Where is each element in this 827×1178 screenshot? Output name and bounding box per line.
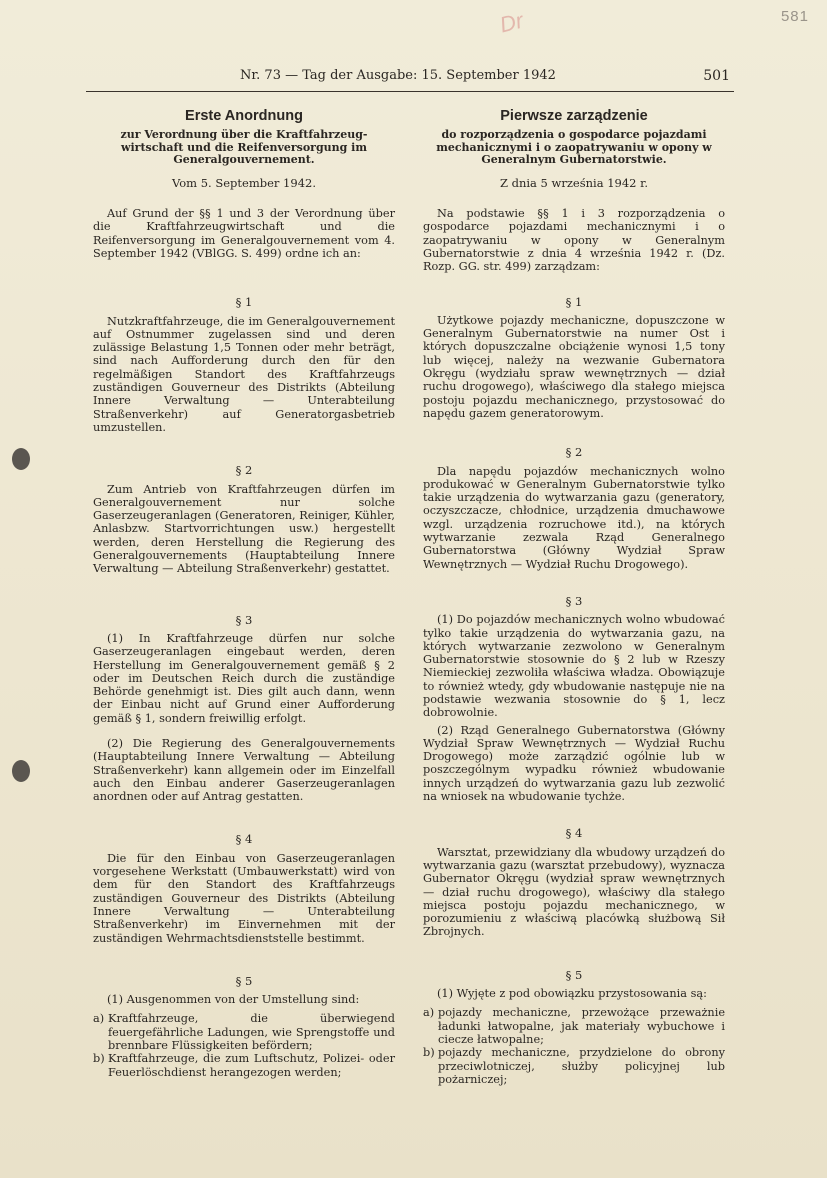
list-text: pojazdy mechaniczne, przewożące przeważnie ładunki łatwopalne, jak materiały wybuchowe i ciecze łatwopalne; [438,1006,725,1046]
polish-list-item-b [423,1046,725,1086]
german-column [93,110,395,1079]
german-section-2: Zum Antrieb von Kraftfahrzeugen dürfen im Generalgouvernement nur solche Gaserzeugeranlagen (Generatoren, Reiniger, Kühler, Anlasbzw. Startvorrichtungen usw.) hergestellt werden, deren Herstellung die Regierung des Generalgouvernements (Hauptabteilung Innere Verwaltung — Abteilung Straßenverkehr) gestattet. [93,482,395,576]
polish-section-4: Warsztat, przewidziany dla wbudowy urządzeń do wytwarzania gazu (warsztat przebudowy), wyznacza Gubernator Okręgu (wydział spraw wewnętrznych — dział ruchu drogowego), właściwy dla stałego miejsca postoju pojazdu mechanicznego, w porozumieniu z właściwą placówką służbową Sił Zbrojnych. [423,845,725,939]
polish-date: Z dnia 5 września 1942 r. [499,175,649,190]
polish-section-3-para-2: (2) Rząd Generalnego Gubernatorstwa (Główny Wydział Spraw Wewnętrznych — Wydział Ruchu Drogowego) może zarządzić ogólnie lub w poszczególnym wypadku również wbudowanie innych urządzeń do wytwarzania gazu lub zezwolić na wniosek na wbudowanie tychże. [423,723,725,804]
german-section-3-heading: § 3 [235,612,253,627]
polish-subtitle: do rozporządzenia o gospodarce pojazdami mechanicznymi i o zaopatrywaniu w opony w Generalnym Gubernatorstwie. [436,128,712,167]
list-text: Kraftfahrzeuge, die zum Luftschutz, Polizei- oder Feuerlöschdienst herangezogen werden; [108,1052,395,1079]
list-label: b) [423,1046,435,1060]
german-section-3-para-1: (1) In Kraftfahrzeuge dürfen nur solche Gaserzeugeranlagen eingebaut werden, deren Herstellung im Generalgouvernement gemäß § 2 oder im Deutschen Reich durch die zuständige Behörde genehmigt ist. Dies gilt auch dann, wenn der Einbau nicht auf Grund einer Aufforderung gemäß § 1, sondern freiwillig erfolgt. [93,631,395,725]
german-section-4-heading: § 4 [235,832,253,847]
polish-title: Pierwsze zarządzenie [500,108,648,124]
german-section-1-heading: § 1 [235,295,253,310]
polish-preamble: Na podstawie §§ 1 i 3 rozporządzenia o gospodarce pojazdami mechanicznymi i o zaopatrywaniu w opony w Generalnym Gubernatorstwie z dnia 4 września 1942 r. (Dz. Rozp. GG. str. 499) zarządzam: [423,207,725,274]
german-list-item-b [93,1052,395,1079]
polish-section-1: Użytkowe pojazdy mechaniczne, dopuszczone w Generalnym Gubernatorstwie na numer Ost i których dopuszczalne obciążenie wynosi 1,5 tony lub więcej, należy na wezwanie Gubernatora Okręgu (wydziału spraw wewnętrznych — dział ruchu drogowego), właściwego dla stałego miejsca postoju pojazdu mechanicznego, przystosować do napędu gazem generatorowym. [423,313,725,420]
issue-line: Nr. 73 — Tag der Ausgabe: 15. September 1942 [240,68,556,83]
german-subtitle: zur Verordnung über die Kraftfahrzeug-wirtschaft und die Reifenversorgung im Generalgouvernement. [120,128,368,167]
polish-section-3-heading: § 3 [565,593,583,608]
punch-hole-icon [12,760,30,782]
german-section-1: Nutzkraftfahrzeuge, die im Generalgouvernement auf Ostnummer zugelassen sind und deren zulässige Belastung 1,5 Tonnen oder mehr beträgt, sind nach Aufforderung durch den für den regelmäßigen Standort des Kraftfahrzeugs zuständigen Gouverneur des Distrikts (Abteilung Innere Verwaltung — Unterabteilung Straßenverkehr) auf Generatorgasbetrieb umzustellen. [93,314,395,434]
punch-hole-icon [12,448,30,470]
polish-section-4-heading: § 4 [565,826,583,841]
polish-section-3-para-1: (1) Do pojazdów mechanicznych wolno wbudować tylko takie urządzenia do wytwarzania gazu, na których wytwarzanie zezwolono w Generalnym Gubernatorstwie stosownie do § 2 lub w Rzeszy Niemieckiej zezwoliła właściwa władza. Obowiązuje to również wtedy, gdy wbudowanie następuje nie na podstawie wezwania stosownie do § 1, lecz dobrowolnie. [423,613,725,720]
german-title: Erste Anordnung [185,108,303,124]
archive-number: 581 [780,8,809,25]
list-text: Kraftfahrzeuge, die überwiegend feuergefährliche Ladungen, wie Sprengstoffe und brennbare Flüssigkeiten befördern; [108,1012,395,1053]
german-section-3-para-2: (2) Die Regierung des Generalgouvernements (Hauptabteilung Innere Verwaltung — Abteilung Straßenverkehr) kann allgemein oder im Einzelfall auch den Einbau anderer Gaserzeugeranlagen anordnen oder auf Antrag gestatten. [93,737,395,804]
german-preamble: Auf Grund der §§ 1 und 3 der Verordnung über die Kraftfahrzeugwirtschaft und die Reifenversorgung im Generalgouvernement vom 4. September 1942 (VBlGG. S. 499) ordne ich an: [93,207,395,260]
polish-section-2-heading: § 2 [565,445,583,460]
page-number: 501 [703,68,730,84]
list-text: pojazdy mechaniczne, przydzielone do obrony przeciwlotniczej, służby policyjnej lub pożarniczej; [438,1046,725,1086]
german-section-4: Die für den Einbau von Gaserzeugeranlagen vorgesehene Werkstatt (Umbauwerkstatt) wird von dem für den Standort des Kraftfahrzeugs zuständigen Gouverneur des Distrikts (Abteilung Innere Verwaltung — Unterabteilung Straßenverkehr) im Einvernehmen mit der zuständigen Wehrmachtsdienststelle bestimmt. [93,851,395,945]
polish-section-5-heading: § 5 [565,967,583,982]
german-section-5-heading: § 5 [235,973,253,988]
german-section-2-heading: § 2 [235,463,253,478]
list-label: a) [423,1006,435,1020]
polish-column [423,110,725,1086]
polish-section-2: Dla napędu pojazdów mechanicznych wolno produkować w Generalnym Gubernatorstwie tylko takie urządzenia do wytwarzania gazu (generatory, oczyszczacze, chłodnice, urządzenia dmuchawowe wzgl. urządzenia rozruchowe itd.), na których wytwarzanie zezwala Rząd Generalnego Gubernatorstwa (Główny Wydział Spraw Wewnętrznych — Wydział Ruchu Drogowego). [423,464,725,571]
german-date: Vom 5. September 1942. [172,175,316,190]
polish-list-item-a [423,1006,725,1046]
polish-section-1-heading: § 1 [565,294,583,309]
list-label: a) [93,1012,105,1026]
list-label: b) [93,1052,105,1066]
pencil-annotation: Dr [497,7,526,38]
german-section-5-para-1: (1) Ausgenommen von der Umstellung sind: [107,993,360,1007]
german-list-item-a [93,1012,395,1052]
polish-section-5-para-1: (1) Wyjęte z pod obowiązku przystosowania są: [437,987,707,1001]
header-rule [86,91,734,92]
